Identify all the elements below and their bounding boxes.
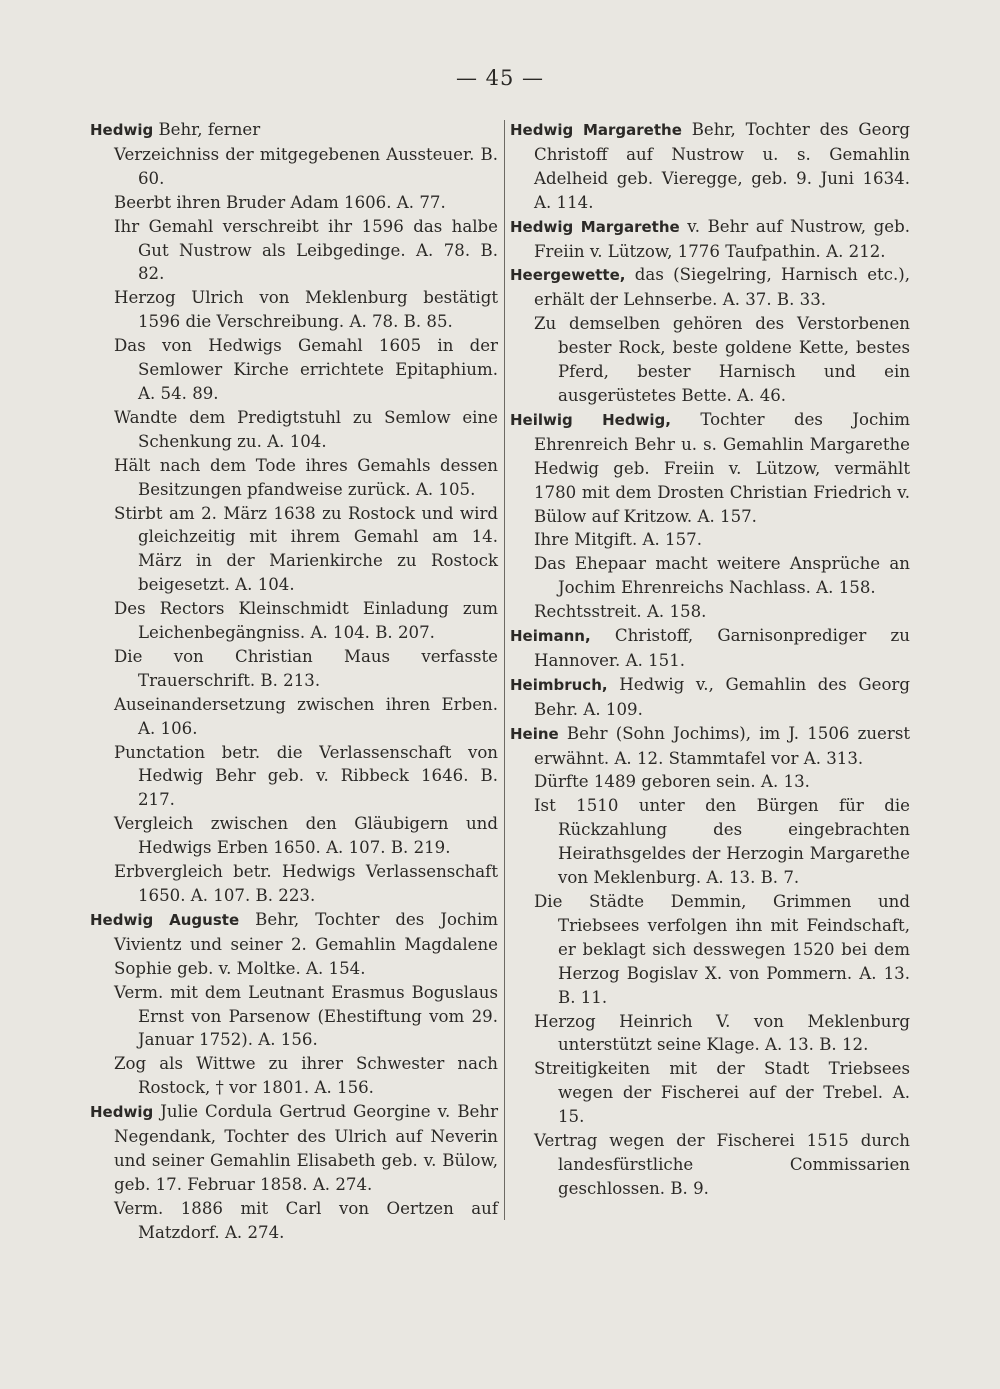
index-entry <box>510 263 910 312</box>
index-subentry <box>114 645 498 693</box>
entry-keyword: Hedwig <box>90 121 154 139</box>
entry-text: Wandte dem Predigtstuhl zu Semlow eine Schenkung zu. A. 104. <box>114 407 498 451</box>
entry-text: Ist 1510 unter den Bürgen für die Rückzahlung des eingebrachten Heirathsgeldes der Herzogin Margarethe von Meklenburg. A. 13. B. 7. <box>534 796 910 888</box>
index-subentry <box>534 312 910 408</box>
entry-keyword: Heine <box>510 724 559 743</box>
index-subentry <box>114 860 498 908</box>
entry-text: Verm. 1886 mit Carl von Oertzen auf Matzdorf. A. 274. <box>114 1198 498 1242</box>
entry-text: Hedwig v., Gemahlin des Georg Behr. A. 109. <box>534 674 910 719</box>
entry-text: Die Städte Demmin, Grimmen und Triebsees verfolgen ihn mit Feindschaft, er beklagt sich desswegen 1520 bei dem Herzog Bogislav X. von Pommern. A. 13. B. 11. <box>534 892 910 1007</box>
entry-text: Ihre Mitgift. A. 157. <box>534 530 703 550</box>
right-column <box>510 118 910 1201</box>
entry-keyword: Heimann, <box>510 627 591 646</box>
index-subentry <box>114 693 498 741</box>
index-subentry <box>114 741 498 813</box>
entry-text: Rechtsstreit. A. 158. <box>534 602 707 622</box>
entry-text: Verzeichniss der mitgegebenen Aussteuer. B. 60. <box>114 144 498 188</box>
entry-keyword: Heimbruch, <box>510 675 608 694</box>
index-entry <box>510 624 910 673</box>
entry-text: Herzog Heinrich V. von Meklenburg unterstützt seine Klage. A. 13. B. 12. <box>534 1011 910 1055</box>
column-divider <box>504 120 505 1220</box>
index-subentry <box>114 597 498 645</box>
index-subentry <box>114 286 498 334</box>
entry-text: Christoff, Garnisonprediger zu Hannover. A. 151. <box>534 626 910 670</box>
index-subentry <box>534 600 910 624</box>
index-subentry <box>534 528 910 552</box>
entry-text: das (Siegelring, Harnisch etc.), erhält der Lehnserbe. A. 37. B. 33. <box>534 265 910 310</box>
entry-text: Zog als Wittwe zu ihrer Schwester nach Rostock, † vor 1801. A. 156. <box>114 1054 498 1098</box>
left-column <box>90 118 498 1245</box>
entry-keyword: Hedwig Margarethe <box>510 121 682 139</box>
index-subentry <box>114 334 498 406</box>
entry-text: Verm. mit dem Leutnant Erasmus Boguslaus Ernst von Parsenow (Ehestiftung vom 29. Januar 1752). A. 156. <box>114 982 498 1050</box>
page-number: — 45 — <box>455 66 545 90</box>
entry-text: Das von Hedwigs Gemahl 1605 in der Semlower Kirche errichtete Epitaphium. A. 54. 89. <box>114 336 498 403</box>
entry-keyword: Hedwig Auguste <box>90 910 240 929</box>
index-subentry <box>534 890 910 1010</box>
index-subentry <box>114 812 498 860</box>
entry-text: Punctation betr. die Verlassenschaft von Hedwig Behr geb. v. Ribbeck 1646. B. 217. <box>114 742 498 810</box>
entry-keyword: Hedwig Margarethe <box>510 217 680 236</box>
index-entry <box>90 1100 498 1197</box>
entry-text: Dürfte 1489 geboren sein. A. 13. <box>534 772 810 792</box>
index-subentry <box>114 406 498 454</box>
index-subentry <box>114 1052 498 1100</box>
entry-text: Zu demselben gehören des Verstorbenen bester Rock, beste goldene Kette, bestes Pferd, bester Harnisch und ein ausgerüstetes Bette. A. 46. <box>534 314 910 405</box>
index-entry <box>510 215 910 264</box>
entry-text: Des Rectors Kleinschmidt Einladung zum Leichenbegängniss. A. 104. B. 207. <box>114 599 498 643</box>
entry-text: Hält nach dem Tode ihres Gemahls dessen Besitzungen pfandweise zurück. A. 105. <box>114 455 498 499</box>
entry-text: Behr, ferner <box>153 120 261 139</box>
index-subentry <box>534 1010 910 1058</box>
index-subentry <box>114 981 498 1053</box>
entry-text: Streitigkeiten mit der Stadt Triebsees wegen der Fischerei auf der Trebel. A. 15. <box>534 1059 910 1127</box>
index-entry <box>510 673 910 722</box>
index-entry <box>510 118 910 215</box>
index-subentry <box>114 1197 498 1245</box>
entry-text: Die von Christian Maus verfasste Trauerschrift. B. 213. <box>114 646 498 690</box>
index-entry <box>510 722 910 771</box>
entry-text: Stirbt am 2. März 1638 zu Rostock und wird gleichzeitig mit ihrem Gemahl am 14. März in der Marienkirche zu Rostock beigesetzt. A. 104. <box>114 503 498 595</box>
entry-keyword: Hedwig <box>90 1103 154 1122</box>
index-subentry <box>114 143 498 191</box>
entry-text: Vertrag wegen der Fischerei 1515 durch landesfürstliche Commissarien geschlossen. B. 9. <box>534 1131 910 1198</box>
index-subentry <box>114 454 498 502</box>
entry-text: Tochter des Jochim Ehrenreich Behr u. s. Gemahlin Margarethe Hedwig geb. Freiin v. Lützow, vermählt 1780 mit dem Drosten Christian Friedrich v. Bülow auf Kritzow. A. 157. <box>534 409 910 526</box>
index-entry <box>90 908 498 981</box>
index-subentry <box>114 191 498 215</box>
index-subentry <box>534 794 910 890</box>
entry-keyword: Heilwig Hedwig, <box>510 410 671 429</box>
entry-text: Das Ehepaar macht weitere Ansprüche an Jochim Ehrenreichs Nachlass. A. 158. <box>534 554 910 598</box>
index-entry <box>90 118 498 143</box>
index-subentry <box>534 552 910 600</box>
index-subentry <box>114 215 498 287</box>
entry-text: Behr, Tochter des Jochim Vivientz und seiner 2. Gemahlin Magdalene Sophie geb. v. Moltke. A. 154. <box>114 909 498 978</box>
entry-text: Beerbt ihren Bruder Adam 1606. A. 77. <box>114 192 446 212</box>
entry-text: Vergleich zwischen den Gläubigern und Hedwigs Erben 1650. A. 107. B. 219. <box>114 814 498 858</box>
entry-text: Julie Cordula Gertrud Georgine v. Behr Negendank, Tochter des Ulrich auf Neverin und seiner Gemahlin Elisabeth geb. v. Bülow, geb. 17. Februar 1858. A. 274. <box>114 1102 498 1194</box>
entry-text: v. Behr auf Nustrow, geb. Freiin v. Lützow, 1776 Taufpathin. A. 212. <box>534 216 910 261</box>
entry-text: Auseinandersetzung zwischen ihren Erben. A. 106. <box>114 694 498 738</box>
index-subentry <box>114 502 498 598</box>
index-subentry <box>534 770 910 794</box>
entry-text: Ihr Gemahl verschreibt ihr 1596 das halbe Gut Nustrow als Leibgedinge. A. 78. B. 82. <box>114 216 498 284</box>
index-subentry <box>534 1129 910 1201</box>
index-entry <box>510 408 910 529</box>
entry-text: Erbvergleich betr. Hedwigs Verlassenschaft 1650. A. 107. B. 223. <box>114 862 498 905</box>
entry-text: Behr, Tochter des Georg Christoff auf Nustrow u. s. Gemahlin Adelheid geb. Vieregge, geb. 9. Juni 1634. A. 114. <box>534 120 910 212</box>
entry-text: Behr (Sohn Jochims), im J. 1506 zuerst erwähnt. A. 12. Stammtafel vor A. 313. <box>534 723 910 768</box>
entry-keyword: Heergewette, <box>510 266 626 285</box>
entry-text: Herzog Ulrich von Meklenburg bestätigt 1596 die Verschreibung. A. 78. B. 85. <box>114 288 498 332</box>
index-subentry <box>534 1057 910 1129</box>
